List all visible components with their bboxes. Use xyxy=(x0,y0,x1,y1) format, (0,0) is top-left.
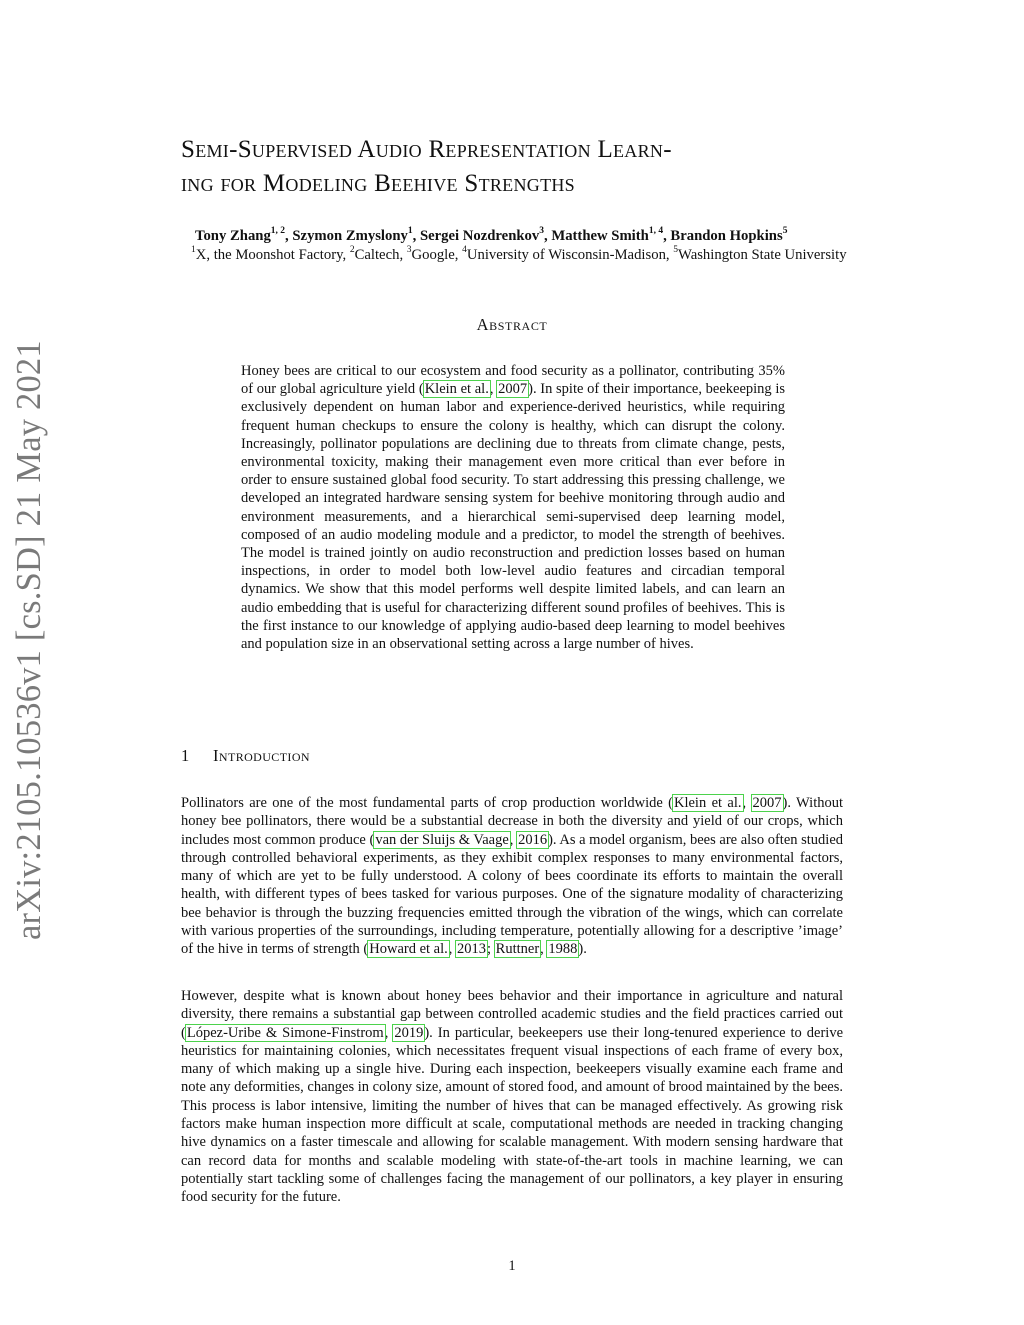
citation-link[interactable]: van der Sluijs & Vaage xyxy=(375,831,509,848)
citation-link[interactable]: 2019 xyxy=(394,1024,424,1041)
citation-link[interactable]: 2007 xyxy=(498,381,528,398)
abstract-text: Honey bees are critical to our ecosystem and food security as a pollinator, contributing 35% of our global agriculture yield (Klein et al., 2007). In spite of their importance, beekeeping is exclusively dependent on human labor and experience-derived heuristics, while requiring frequent human checkups to ensure the colony is healthy, which can disrupt the colony. Increasingly, pollinator populations are declining due to threats from climate change, pests, environmental toxicity, making their management even more critical than ever before in order to ensure sustained global food security. To start addressing this pressing challenge, we developed an integrated hardware sensing system for beehive monitoring through audio and environment measurements, and a hierarchical semi-supervised deep learning model, composed of an audio modeling module and a predictor, to model the strength of beehives. The model is trained jointly on audio reconstruction and prediction losses based on human inspections, in order to model both low-level audio features and circadian temporal dynamics. We show that this model performs well despite limited labels, and can learn an audio embedding that is useful for characterizing different sound profiles of beehives. This is the first instance to our knowledge of applying audio-based deep learning to model beehives and population size in an observational setting across a large number of hives. xyxy=(241,363,786,653)
author-affiliation-marker: 1 xyxy=(407,226,413,237)
affiliation-name: Caltech xyxy=(354,247,400,263)
author-affiliation-marker: 3 xyxy=(539,226,544,237)
citation-link[interactable]: Klein et al. xyxy=(424,381,489,398)
affiliation-marker: 5 xyxy=(673,245,679,256)
citation-link[interactable]: 2016 xyxy=(518,831,548,848)
affiliation-name: Washington State University xyxy=(678,247,847,263)
citation-link[interactable]: Howard et al. xyxy=(369,941,448,958)
paragraph-text-segment: ). As a model organism, bees are also often studied through controlled behavioral experiments, as they exhibit complex responses to many environmental factors, many of which are yet to be fully understood. A colony of bees coordinate its efforts to maintain the overall health, with different types of bees tasked for various purposes. One of the signature modality of characterizing bee behavior is through the buzzing frequencies emitted through the vibration of the wings, which can correlate with various properties of the surroundings, including temperature, potentially allowing for a descriptive ’image’ of the hive in terms of strength ( xyxy=(181,831,844,958)
paper-title xyxy=(181,133,861,201)
affiliation-list: $^1$X, the Moonshot Factory, $^2$Caltech, $^3$Google, $^4$University of Wisconsin-Madison, $^5$Washington State University xyxy=(191,245,847,263)
paragraph-text-segment: However, despite what is known about honey bees behavior and their importance in agriculture and natural diversity, there remains a substantial gap between controlled academic studies and the field practices carried out ( xyxy=(181,988,843,1041)
paragraph-text-segment: Pollinators are one of the most fundamental parts of crop production worldwide ( xyxy=(181,795,673,811)
affiliation-marker: 3 xyxy=(406,245,412,256)
paragraph-text-segment: ). xyxy=(578,941,587,958)
title-line-2: ing for Modeling Beehive Strengths xyxy=(181,170,575,197)
title-line-1: Semi-Supervised Audio Representation Learn- xyxy=(181,136,672,163)
author-name: Brandon Hopkins xyxy=(670,228,783,244)
citation-link[interactable]: López-Uribe & Simone-Finstrom xyxy=(186,1024,384,1041)
citation-link[interactable]: 2007 xyxy=(752,795,782,811)
author-name: Tony Zhang xyxy=(195,228,271,244)
affiliation-name: Google xyxy=(411,247,455,263)
section-number: 1 xyxy=(181,746,190,765)
citation-link[interactable]: Ruttner xyxy=(495,941,540,958)
page-number: 1 xyxy=(508,1258,516,1274)
author-affiliation-marker: 1, 2 xyxy=(270,226,286,237)
abstract-heading: Abstract xyxy=(476,315,548,334)
author-list: Tony Zhang$^{1, 2}$, Szymon Zmyslony$^1$, Sergei Nozdrenkov$^3$, Matthew Smith$^{1, 4}$, Brandon Hopkins$^5$ xyxy=(195,226,788,244)
citation-link[interactable]: 1988 xyxy=(548,941,578,958)
paragraph-text-segment: ). Without honey bee pollinators, there would be a substantial decrease in both the diversity and yield of our crops, which includes most common produce ( xyxy=(181,795,843,848)
citation-link[interactable]: 2013 xyxy=(457,941,487,958)
affiliation-marker: 2 xyxy=(349,245,355,256)
affiliation-name: University of Wisconsin-Madison xyxy=(466,247,666,263)
intro-paragraph: Pollinators are one of the most fundamental parts of crop production worldwide (Klein et al., 2007). Without honey bee pollinators, there would be a substantial decrease in both the diversity and yield of our crops, which includes most common produce (van der Sluijs & Vaage, 2016). As a model organism, bees are also often studied through controlled behavioral experiments, as they exhibit complex responses to many environmental factors, many of which are yet to be fully understood. A colony of bees coordinate its efforts to maintain the overall health, with different types of bees tasked for various purposes. One of the signature modality of characterizing bee behavior is through the buzzing frequencies emitted through the vibration of the wings, which can correlate with various properties of the surroundings, including temperature, potentially allowing for a descriptive ’image’ of the hive in terms of strength (Howard et al., 2013; Ruttner, 1988). xyxy=(181,795,844,958)
author-affiliation-marker: 1, 4 xyxy=(648,226,664,237)
author-name: Sergei Nozdrenkov xyxy=(419,228,540,244)
affiliation-name: X, the Moonshot Factory xyxy=(195,247,343,263)
abstract-text-segment: Honey bees are critical to our ecosystem and food security as a pollinator, contributing 35% of our global agriculture yield ( xyxy=(241,363,785,398)
intro-paragraph: However, despite what is known about honey bees behavior and their importance in agriculture and natural diversity, there remains a substantial gap between controlled academic studies and the field practices carried out (López-Uribe & Simone-Finstrom, 2019). In particular, beekeepers use their long-tenured experience to derive heuristics for maintaining colonies, which necessitates frequent visual inspections of each frame of every box, many of which making up a single hive. During each inspection, beekeepers visually examine each frame and note any deformities, changes in colony size, amount of stored food, and amount of brood maintained by the bees. This process is labor intensive, limiting the number of hives that can be managed effectively. As growing risk factors make human inspection more difficult at scale, computational methods are needed in tracking changing hive dynamics on a faster timescale and allowing for scalable management. With modern sensing hardware that can record data for months and scalable modeling with state-of-the-art tools in machine learning, we can potentially start tackling some of challenges facing the management of our pollinators, a key player in ensuring food security for the future. xyxy=(181,988,844,1206)
affiliation-marker: 1 xyxy=(191,245,196,256)
arxiv-identifier-stamp: arXiv:2105.10536v1 [cs.SD] 21 May 2021 xyxy=(10,340,48,940)
citation-link[interactable]: Klein et al. xyxy=(674,795,742,811)
author-name: Matthew Smith xyxy=(551,228,649,244)
author-name: Szymon Zmyslony xyxy=(292,228,408,244)
affiliation-marker: 4 xyxy=(462,245,467,256)
abstract-text-segment: ). In spite of their importance, beekeeping is exclusively dependent on human labor and experience-derived heuristics, while requiring frequent human checkups to ensure the colony is healthy, which can disrupt the colony. Increasingly, pollinator populations are declining due to threats from climate change, pests, environmental toxicity, making their management even more critical than ever before in order to ensure sustained global food security. To start addressing this pressing challenge, we developed an integrated hardware sensing system for beehive monitoring through audio and environment measurements, and a hierarchical semi-supervised deep learning model, composed of an audio modeling module and a predictor, to model the strength of beehives. The model is trained jointly on audio reconstruction and prediction losses based on human inspections, in order to model both low-level audio features and circadian temporal dynamics. We show that this model performs well despite limited labels, and can learn an audio embedding that is useful for characterizing different sound profiles of beehives. This is the first instance to our knowledge of applying audio-based deep learning to model beehives and population size in an observational setting across a large number of hives. xyxy=(241,381,786,653)
author-affiliation-marker: 5 xyxy=(782,226,788,237)
section-title: Introduction xyxy=(213,746,310,765)
section-heading xyxy=(181,746,310,766)
paragraph-text-segment: ). In particular, beekeepers use their long-tenured experience to derive heuristics for maintaining colonies, which necessitates frequent visual inspections of each frame of every box, many of which making up a single hive. During each inspection, beekeepers visually examine each frame and note any deformities, changes in colony size, amount of stored food, and amount of brood maintained by the bees. This process is labor intensive, limiting the number of hives that can be managed effectively. As growing risk factors make human inspection more difficult at scale, computational methods are needed in tracking changing hive dynamics on a faster timescale and allowing for scalable management. With modern sensing hardware that can record data for months and scalable modeling with state-of-the-art tools in machine learning, we can potentially start tackling some of challenges facing the management of our pollinators, a key player in ensuring food security for the future. xyxy=(181,1024,844,1206)
